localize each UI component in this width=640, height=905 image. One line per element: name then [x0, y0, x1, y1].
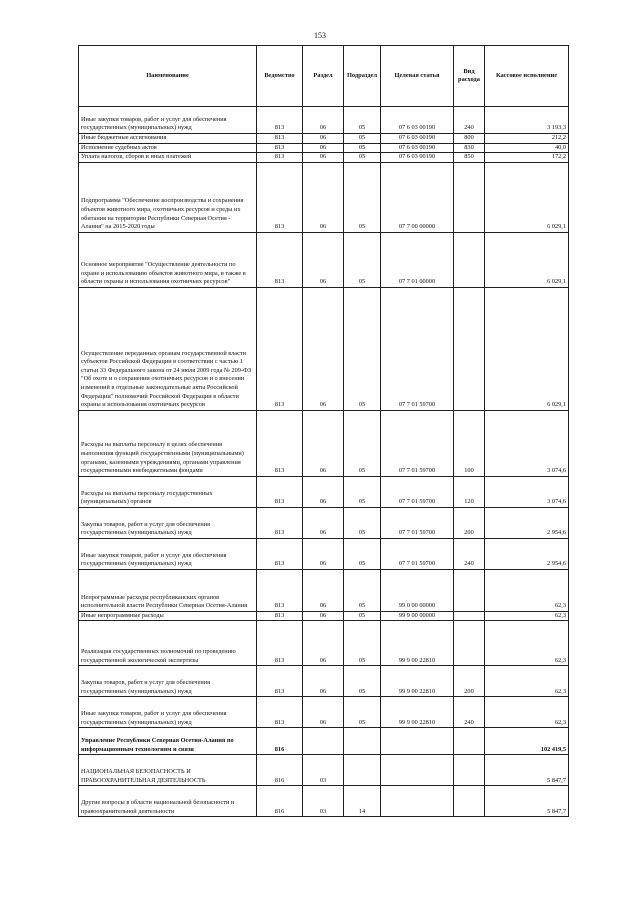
cell-target: 07 7 01 59700	[381, 507, 454, 538]
header-section: Раздел	[303, 46, 344, 107]
cell-exp-type	[454, 162, 485, 232]
table-row	[79, 153, 569, 163]
cell-name: Исполнение судебных актов	[79, 143, 257, 153]
cell-subsection: 05	[344, 410, 381, 476]
table-row	[79, 476, 569, 507]
cell-amount: 6 029,1	[485, 232, 569, 287]
cell-amount: 62,3	[485, 569, 569, 611]
cell-section: 06	[303, 666, 344, 697]
cell-target: 07 6 03 00190	[381, 107, 454, 134]
cell-dept: 813	[257, 697, 303, 728]
cell-dept: 813	[257, 569, 303, 611]
cell-subsection: 05	[344, 476, 381, 507]
cell-dept: 813	[257, 287, 303, 410]
cell-target: 99 9 00 00000	[381, 611, 454, 621]
cell-dept: 813	[257, 410, 303, 476]
cell-exp-type	[454, 786, 485, 817]
cell-exp-type	[454, 287, 485, 410]
cell-dept: 813	[257, 611, 303, 621]
cell-target: 07 7 01 59700	[381, 410, 454, 476]
cell-target: 99 9 00 22810	[381, 666, 454, 697]
cell-amount: 6 029,1	[485, 287, 569, 410]
header-exp-type: Вид расхода	[454, 46, 485, 107]
cell-subsection: 14	[344, 786, 381, 817]
cell-exp-type: 830	[454, 143, 485, 153]
cell-name: Иные бюджетные ассигнования	[79, 134, 257, 144]
cell-name: Закупка товаров, работ и услуг для обеспечения государственных (муниципальных) нужд	[79, 507, 257, 538]
cell-exp-type	[454, 569, 485, 611]
cell-amount: 62,3	[485, 611, 569, 621]
cell-dept: 813	[257, 143, 303, 153]
cell-section: 03	[303, 786, 344, 817]
cell-amount: 102 419,5	[485, 728, 569, 755]
cell-subsection: 05	[344, 621, 381, 666]
cell-dept: 813	[257, 134, 303, 144]
cell-dept: 816	[257, 728, 303, 755]
cell-exp-type: 100	[454, 410, 485, 476]
cell-subsection	[344, 755, 381, 786]
cell-subsection: 05	[344, 611, 381, 621]
cell-name: Управление Республики Северная Осетия-Алания по информационным технологиям и связи	[79, 728, 257, 755]
cell-name: НАЦИОНАЛЬНАЯ БЕЗОПАСНОСТЬ И ПРАВООХРАНИТЕЛЬНАЯ ДЕЯТЕЛЬНОСТЬ	[79, 755, 257, 786]
cell-subsection: 05	[344, 153, 381, 163]
cell-section: 06	[303, 476, 344, 507]
table-row	[79, 143, 569, 153]
cell-section: 06	[303, 569, 344, 611]
table-row	[79, 786, 569, 817]
cell-name: Иные закупки товаров, работ и услуг для обеспечения государственных (муниципальных) нужд	[79, 107, 257, 134]
cell-exp-type: 120	[454, 476, 485, 507]
cell-target: 07 6 03 00190	[381, 153, 454, 163]
cell-section	[303, 728, 344, 755]
table-row	[79, 134, 569, 144]
header-subsection: Подраздел	[344, 46, 381, 107]
cell-exp-type: 800	[454, 134, 485, 144]
cell-amount: 5 847,7	[485, 755, 569, 786]
table-row	[79, 538, 569, 569]
cell-section: 06	[303, 538, 344, 569]
table-row	[79, 621, 569, 666]
table-row	[79, 728, 569, 755]
cell-amount: 62,3	[485, 621, 569, 666]
cell-amount: 212,2	[485, 134, 569, 144]
cell-dept: 813	[257, 621, 303, 666]
cell-dept: 813	[257, 538, 303, 569]
table-row	[79, 232, 569, 287]
cell-section: 06	[303, 143, 344, 153]
cell-dept: 813	[257, 232, 303, 287]
cell-exp-type	[454, 755, 485, 786]
header-amount: Кассовое исполнение	[485, 46, 569, 107]
cell-section: 06	[303, 134, 344, 144]
cell-target: 07 6 03 00190	[381, 134, 454, 144]
cell-amount: 2 954,6	[485, 538, 569, 569]
cell-target: 07 7 01 59700	[381, 476, 454, 507]
table-row	[79, 507, 569, 538]
budget-table	[78, 45, 569, 817]
cell-name: Закупка товаров, работ и услуг для обеспечения государственных (муниципальных) нужд	[79, 666, 257, 697]
cell-dept: 813	[257, 153, 303, 163]
cell-section: 06	[303, 697, 344, 728]
cell-dept: 816	[257, 786, 303, 817]
cell-amount: 3 193,3	[485, 107, 569, 134]
cell-section: 06	[303, 507, 344, 538]
cell-target: 07 6 03 00190	[381, 143, 454, 153]
cell-subsection	[344, 728, 381, 755]
cell-exp-type: 240	[454, 538, 485, 569]
cell-dept: 813	[257, 476, 303, 507]
cell-subsection: 05	[344, 697, 381, 728]
table-row	[79, 666, 569, 697]
cell-name: Иные закупки товаров, работ и услуг для обеспечения государственных (муниципальных) нужд	[79, 697, 257, 728]
cell-section: 06	[303, 107, 344, 134]
cell-name: Реализация государственных полномочий по проведению государственной экологической экспертизы	[79, 621, 257, 666]
cell-subsection: 05	[344, 507, 381, 538]
table-row	[79, 569, 569, 611]
cell-target: 99 9 00 22810	[381, 621, 454, 666]
cell-subsection: 05	[344, 143, 381, 153]
page-number: 153	[314, 31, 326, 40]
cell-dept: 813	[257, 666, 303, 697]
cell-subsection: 05	[344, 569, 381, 611]
cell-target	[381, 728, 454, 755]
cell-section: 06	[303, 287, 344, 410]
cell-amount: 62,3	[485, 697, 569, 728]
cell-dept: 813	[257, 162, 303, 232]
cell-dept: 816	[257, 755, 303, 786]
cell-dept: 813	[257, 107, 303, 134]
cell-subsection: 05	[344, 666, 381, 697]
cell-target	[381, 755, 454, 786]
cell-name: Непрограммные расходы республиканских органов исполнительной власти Республики Северная Осетия-Алания	[79, 569, 257, 611]
cell-amount: 5 847,7	[485, 786, 569, 817]
cell-subsection: 05	[344, 538, 381, 569]
cell-amount: 40,0	[485, 143, 569, 153]
cell-subsection: 05	[344, 134, 381, 144]
cell-section: 06	[303, 232, 344, 287]
cell-subsection: 05	[344, 287, 381, 410]
cell-subsection: 05	[344, 162, 381, 232]
table-row	[79, 755, 569, 786]
cell-target: 07 7 01 59700	[381, 287, 454, 410]
cell-name: Иные непрограммные расходы	[79, 611, 257, 621]
cell-target	[381, 786, 454, 817]
cell-section: 06	[303, 410, 344, 476]
cell-name: Основное мероприятие "Осуществление деятельности по охране и использованию объектов животного мира, в также в области охраны и использования охотничьих ресурсов"	[79, 232, 257, 287]
cell-amount: 2 954,6	[485, 507, 569, 538]
cell-name: Иные закупки товаров, работ и услуг для обеспечения государственных (муниципальных) нужд	[79, 538, 257, 569]
table-header-row	[79, 46, 569, 107]
cell-exp-type: 200	[454, 507, 485, 538]
cell-amount: 172,2	[485, 153, 569, 163]
cell-dept: 813	[257, 507, 303, 538]
cell-amount: 62,3	[485, 666, 569, 697]
cell-exp-type	[454, 728, 485, 755]
cell-exp-type	[454, 611, 485, 621]
cell-target: 07 7 01 00000	[381, 232, 454, 287]
header-name: Наименование	[79, 46, 257, 107]
cell-exp-type: 200	[454, 666, 485, 697]
table-row	[79, 697, 569, 728]
cell-section: 03	[303, 755, 344, 786]
cell-exp-type: 240	[454, 107, 485, 134]
table-row	[79, 162, 569, 232]
cell-target: 07 7 01 59700	[381, 538, 454, 569]
cell-target: 99 0 00 00000	[381, 569, 454, 611]
cell-exp-type	[454, 621, 485, 666]
cell-exp-type	[454, 232, 485, 287]
cell-section: 06	[303, 162, 344, 232]
cell-subsection: 05	[344, 107, 381, 134]
cell-exp-type: 850	[454, 153, 485, 163]
cell-amount: 6 029,1	[485, 162, 569, 232]
table-row	[79, 611, 569, 621]
cell-name: Другие вопросы в области национальной безопасности и правоохранительной деятельности	[79, 786, 257, 817]
cell-amount: 3 074,6	[485, 410, 569, 476]
cell-section: 06	[303, 611, 344, 621]
cell-section: 06	[303, 621, 344, 666]
cell-name: Расходы на выплаты персоналу в целях обеспечения выполнения функций государственными (муниципальными) органами, казенными учреждениями, органами управления государственными внебюджетными фондами	[79, 410, 257, 476]
header-dept: Ведомство	[257, 46, 303, 107]
cell-exp-type: 240	[454, 697, 485, 728]
header-target: Целевая статья	[381, 46, 454, 107]
cell-target: 99 9 00 22810	[381, 697, 454, 728]
cell-name: Подпрограмма "Обеспечение воспроизводства и сохранения объектов животного мира, охотничьих ресурсов и среды их обитания на территории Республики Северная Осетия - Алания" на 2015-2020 годы	[79, 162, 257, 232]
cell-section: 06	[303, 153, 344, 163]
cell-name: Уплата налогов, сборов и иных платежей	[79, 153, 257, 163]
cell-target: 07 7 00 00000	[381, 162, 454, 232]
cell-subsection: 05	[344, 232, 381, 287]
table-row	[79, 410, 569, 476]
cell-name: Расходы на выплаты персоналу государственных (муниципальных) органов	[79, 476, 257, 507]
table-row	[79, 107, 569, 134]
table-row	[79, 287, 569, 410]
cell-name: Осуществление переданных органам государственной власти субъектов Российской Федерации в соответствии с частью 1 статьи 33 Федерального закона от 24 июля 2009 года № 209-ФЗ "Об охоте и о сохранении охотничьих ресурсов и о внесении изменений в отдельные законодательные акты Российской Федерации" полномочий Российской Федерации в области охраны и использования охотничьих ресурсов	[79, 287, 257, 410]
cell-amount: 3 074,6	[485, 476, 569, 507]
